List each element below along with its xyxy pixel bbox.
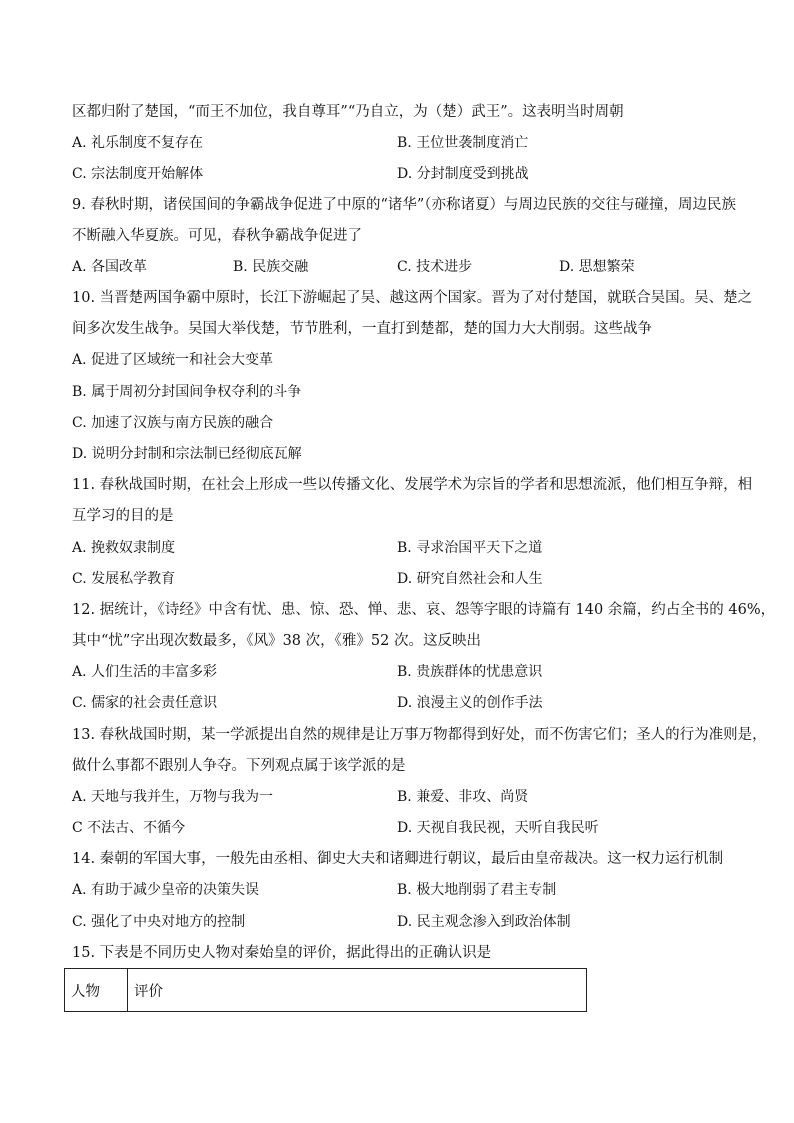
question-15-stem: 15. 下表是不同历史人物对秦始皇的评价，据此得出的正确认识是	[72, 945, 492, 961]
q11-option-c[interactable]: C. 发展私学教育	[72, 571, 176, 587]
question-14-stem: 14. 秦朝的军国大事，一般先由丞相、御史大夫和诸卿进行朝议，最后由皇帝裁决。这一权力运行机制	[72, 851, 724, 867]
q11-option-a[interactable]: A. 挽救奴隶制度	[72, 540, 176, 556]
q12-option-d[interactable]: D. 浪漫主义的创作手法	[397, 695, 543, 711]
q8-option-d[interactable]: D. 分封制度受到挑战	[397, 166, 529, 182]
q13-option-d[interactable]: D. 天视自我民视，天听自我民听	[397, 820, 599, 836]
q13-option-b[interactable]: B. 兼爱、非攻、尚贤	[397, 789, 529, 805]
q12-option-a[interactable]: A. 人们生活的丰富多彩	[72, 664, 218, 680]
question-13-stem-line1: 13. 春秋战国时期，某一学派提出自然的规律是让万事万物都得到好处，而不伤害它们；圣人的行为准则是，	[72, 727, 767, 743]
question-10-stem-line2: 间多次发生战争。吴国大举伐楚，节节胜利，一直打到楚都，楚的国力大大削弱。这些战争	[72, 321, 652, 337]
q11-option-b[interactable]: B. 寻求治国平天下之道	[397, 540, 543, 556]
q9-option-c[interactable]: C. 技术进步	[397, 259, 473, 275]
question-11-stem-line2: 互学习的目的是	[72, 508, 174, 524]
q14-option-c[interactable]: C. 强化了中央对地方的控制	[72, 914, 246, 930]
table-header-row	[65, 969, 587, 1012]
q8-option-c[interactable]: C. 宗法制度开始解体	[72, 166, 204, 182]
q14-option-d[interactable]: D. 民主观念渗入到政治体制	[397, 914, 571, 930]
question-9-stem-line1: 9. 春秋时期，诸侯国间的争霸战争促进了中原的“诸华”（亦称诸夏）与周边民族的交往与碰撞，周边民族	[72, 197, 737, 213]
q10-option-a[interactable]: A. 促进了区域统一和社会大变革	[72, 352, 274, 368]
question-13-stem-line2: 做什么事都不跟别人争夺。下列观点属于该学派的是	[72, 758, 406, 774]
table-header-evaluation: 评价	[128, 969, 587, 1012]
question-12-stem-line1: 12. 据统计，《诗经》中含有忧、患、惊、恐、惮、悲、哀、怨等字眼的诗篇有 140 余篇，约占全书的 46%，	[72, 602, 776, 618]
question-12-stem-line2: 其中“忧”字出现次数最多，《风》38 次，《雅》52 次。这反映出	[72, 633, 481, 649]
q12-option-b[interactable]: B. 贵族群体的忧患意识	[397, 664, 543, 680]
q9-option-d[interactable]: D. 思想繁荣	[559, 259, 635, 275]
q14-option-b[interactable]: B. 极大地削弱了君主专制	[397, 882, 557, 898]
q9-option-a[interactable]: A. 各国改革	[72, 259, 148, 275]
question-8-stem-end: 区都归附了楚国，“而王不加位，我自尊耳”“乃自立，为（楚）武王”。这表明当时周朝	[72, 104, 624, 120]
question-11-stem-line1: 11. 春秋战国时期，在社会上形成一些以传播文化、发展学术为宗旨的学者和思想流派，他们相互争辩，相	[72, 477, 753, 493]
q8-option-b[interactable]: B. 王位世袭制度消亡	[397, 135, 529, 151]
evaluation-table	[64, 968, 587, 1012]
q10-option-d[interactable]: D. 说明分封制和宗法制已经彻底瓦解	[72, 446, 302, 462]
q10-option-b[interactable]: B. 属于周初分封国间争权夺利的斗争	[72, 384, 302, 400]
q13-option-a[interactable]: A. 天地与我并生，万物与我为一	[72, 789, 274, 805]
q14-option-a[interactable]: A. 有助于减少皇帝的决策失误	[72, 882, 260, 898]
question-9-stem-line2: 不断融入华夏族。可见，春秋争霸战争促进了	[72, 228, 362, 244]
q8-option-a[interactable]: A. 礼乐制度不复存在	[72, 135, 204, 151]
question-10-stem-line1: 10. 当晋楚两国争霸中原时，长江下游崛起了吴、越这两个国家。晋为了对付楚国，就联合吴国。吴、楚之	[72, 290, 753, 306]
q13-option-c[interactable]: C 不法古、不循今	[72, 820, 186, 836]
q9-option-b[interactable]: B. 民族交融	[233, 259, 309, 275]
q11-option-d[interactable]: D. 研究自然社会和人生	[397, 571, 543, 587]
q10-option-c[interactable]: C. 加速了汉族与南方民族的融合	[72, 415, 274, 431]
table-header-person: 人物	[65, 969, 128, 1012]
q12-option-c[interactable]: C. 儒家的社会责任意识	[72, 695, 218, 711]
